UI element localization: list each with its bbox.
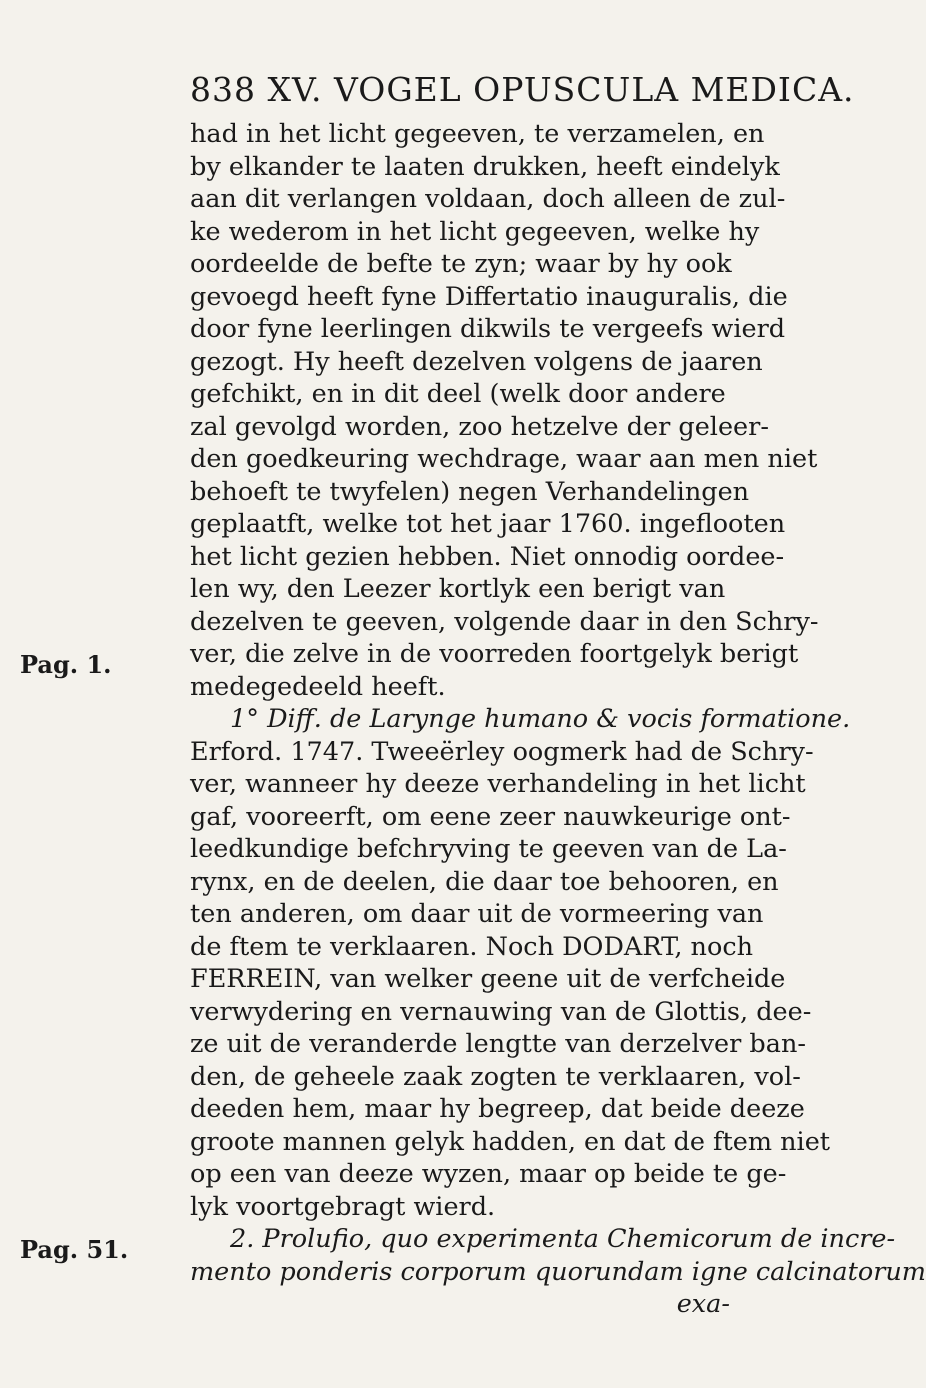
text-line: lyk voortgebragt wierd.	[190, 1191, 496, 1222]
text-line: rynx, en de deelen, die daar toe behooren, en	[190, 866, 779, 897]
text-line: leedkundige befchryving te geeven van de La-	[190, 834, 787, 864]
text-line: dezelven te geeven, volgende daar in den Schry-	[190, 606, 819, 637]
margin-note-pag-51: Pag. 51.	[20, 1235, 129, 1264]
text-line: op een van deeze wyzen, maar op beide te ge-	[190, 1159, 787, 1189]
running-header: 838 XV. VOGEL OPUSCULA MEDICA.	[190, 70, 855, 109]
text-line: ke wederom in het licht gegeeven, welke hy	[190, 216, 760, 247]
text-line: len wy, den Leezer kortlyk een berigt van	[190, 574, 726, 604]
text-line: ver, die zelve in de voorreden foortgelyk berigt	[190, 639, 799, 669]
text-line: door fyne leerlingen dikwils te vergeefs wierd	[190, 314, 786, 344]
text-line: gaf, vooreerft, om eene zeer nauwkeurige ont-	[190, 801, 791, 832]
text-line: groote mannen gelyk hadden, en dat de ftem niet	[190, 1126, 831, 1157]
text-line: ze uit de veranderde lengtte van derzelver ban-	[190, 1029, 806, 1059]
text-line: gefchikt, en in dit deel (welk door andere	[190, 379, 726, 409]
text-line: verwydering en vernauwing van de Glottis, dee-	[190, 996, 812, 1027]
text-line: gezogt. Hy heeft dezelven volgens de jaaren	[190, 346, 763, 377]
text-line: den goedkeuring wechdrage, waar aan men niet	[190, 444, 818, 474]
text-line: medegedeeld heeft.	[190, 671, 446, 702]
section-heading-2: 2. Prolufio, quo experimenta Chemicorum de incre-	[230, 1224, 896, 1254]
text-line: het licht gezien hebben. Niet onnodig oordee-	[190, 541, 785, 572]
text-line: gevoegd heeft fyne Differtatio inauguralis, die	[190, 281, 788, 312]
body-text	[190, 118, 926, 1321]
text-line: Erford. 1747. Tweeërley oogmerk had de Schry-	[190, 736, 814, 767]
text-line: deeden hem, maar hy begreep, dat beide deeze	[190, 1094, 805, 1124]
catchword: exa-	[676, 1289, 730, 1319]
text-line: ver, wanneer hy deeze verhandeling in het licht	[190, 769, 806, 799]
text-line: de ftem te verklaaren. Noch DODART, noch	[190, 931, 754, 962]
text-line: FERREIN, van welker geene uit de verfcheide	[190, 964, 786, 994]
section-heading-1: 1° Diff. de Larynge humano & vocis formatione.	[230, 704, 851, 734]
text-line: ten anderen, om daar uit de vormeering van	[190, 899, 764, 929]
text-line: mento ponderis corporum quorundam igne calcinatorum	[190, 1256, 926, 1287]
text-line: geplaatft, welke tot het jaar 1760. ingeflooten	[190, 509, 786, 539]
text-line: behoeft te twyfelen) negen Verhandelingen	[190, 476, 750, 507]
text-line: aan dit verlangen voldaan, doch alleen de zul-	[190, 184, 786, 214]
text-line: had in het licht gegeeven, te verzamelen, en	[190, 119, 765, 149]
text-line: zal gevolgd worden, zoo hetzelve der geleer-	[190, 411, 769, 442]
text-line: den, de geheele zaak zogten te verklaaren, vol-	[190, 1061, 801, 1092]
text-line: oordeelde de befte te zyn; waar by hy ook	[190, 249, 732, 279]
margin-note-pag-1: Pag. 1.	[20, 650, 112, 679]
text-line: by elkander te laaten drukken, heeft eindelyk	[190, 151, 780, 182]
